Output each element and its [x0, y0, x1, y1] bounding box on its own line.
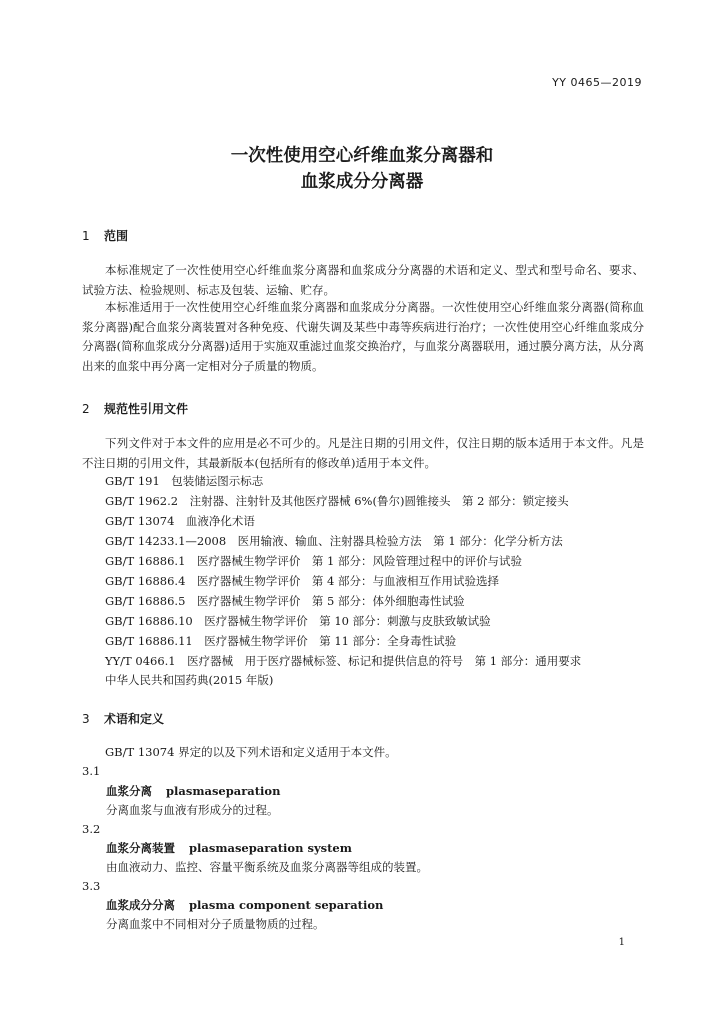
section-title: 术语和定义: [104, 712, 165, 726]
reference-item: GB/T 13074 血液净化术语: [105, 514, 255, 528]
term-en: plasmaseparation: [166, 784, 281, 798]
term-en: plasma component separation: [189, 898, 384, 912]
reference-item: YY/T 0466.1 医疗器械 用于医疗器械标签、标记和提供信息的符号 第 1 部分：通用要求: [105, 654, 582, 668]
section-number: 2: [82, 402, 90, 416]
reference-item: GB/T 191 包装储运图示标志: [105, 474, 264, 488]
section-heading-terms-and-definitions: [82, 710, 164, 727]
term-heading: [106, 783, 280, 799]
section-title: 范围: [104, 229, 129, 243]
scope-paragraph-1: 本标准规定了一次性使用空心纤维血浆分离器和血浆成分分离器的术语和定义、型式和型号命名、要求、试验方法、检验规则、标志及包装、运输、贮存。: [82, 263, 644, 297]
reference-item: GB/T 16886.5 医疗器械生物学评价 第 5 部分：体外细胞毒性试验: [105, 594, 465, 608]
reference-item: GB/T 16886.10 医疗器械生物学评价 第 10 部分：刺激与皮肤致敏试验: [105, 614, 491, 628]
scope-paragraph-2: 本标准适用于一次性使用空心纤维血浆分离器和血浆成分分离器。一次性使用空心纤维血浆分离器(简称血浆分离器)配合血浆分离装置对各种免疫、代谢失调及某些中毒等疾病进行治疗；一次性使用空心纤维血浆成分分离器(简称血浆成分分离器)适用于实施双重滤过血浆交换治疗，与血浆分离器联用，通过膜分离方法，从分离出来的血浆中再分离一定相对分子质量的物质。: [82, 300, 644, 373]
term-en: plasmaseparation system: [189, 841, 352, 855]
term-zh: 血浆成分分离: [106, 898, 175, 912]
term-number: 3.3: [82, 879, 101, 893]
reference-item: GB/T 14233.1—2008 医用输液、输血、注射器具检验方法 第 1 部分：化学分析方法: [105, 534, 563, 548]
term-definition: 由血液动力、监控、容量平衡系统及血浆分离器等组成的装置。: [106, 860, 428, 874]
document-title-line-1: 一次性使用空心纤维血浆分离器和: [230, 146, 494, 166]
term-zh: 血浆分离: [106, 784, 152, 798]
reference-item: GB/T 16886.11 医疗器械生物学评价 第 11 部分：全身毒性试验: [105, 634, 457, 648]
term-zh: 血浆分离装置: [106, 841, 175, 855]
reference-item: GB/T 1962.2 注射器、注射针及其他医疗器械 6%(鲁尔)圆锥接头 第 2 部分：锁定接头: [105, 494, 569, 508]
section-title: 规范性引用文件: [104, 402, 189, 416]
terms-intro: GB/T 13074 界定的以及下列术语和定义适用于本文件。: [105, 745, 397, 759]
term-definition: 分离血浆与血液有形成分的过程。: [106, 803, 279, 817]
reference-item: 中华人民共和国药典(2015 年版): [105, 673, 274, 687]
reference-item: GB/T 16886.4 医疗器械生物学评价 第 4 部分：与血液相互作用试验选择: [105, 574, 500, 588]
term-heading: [106, 897, 383, 913]
page-number: 1: [618, 937, 625, 948]
section-number: 3: [82, 712, 90, 726]
term-number: 3.2: [82, 822, 101, 836]
section-number: 1: [82, 229, 90, 243]
term-heading: [106, 840, 352, 856]
term-number: 3.1: [82, 764, 101, 778]
term-definition: 分离血浆中不同相对分子质量物质的过程。: [106, 917, 325, 931]
section-heading-scope: [82, 227, 128, 244]
standard-code: YY 0465—2019: [552, 76, 642, 89]
section-heading-normative-references: [82, 400, 188, 417]
reference-item: GB/T 16886.1 医疗器械生物学评价 第 1 部分：风险管理过程中的评价与试验: [105, 554, 523, 568]
document-title-line-2: 血浆成分分离器: [300, 172, 424, 192]
normative-intro-paragraph: 下列文件对于本文件的应用是必不可少的。凡是注日期的引用文件，仅注日期的版本适用于本文件。凡是不注日期的引用文件，其最新版本(包括所有的修改单)适用于本文件。: [82, 436, 644, 470]
